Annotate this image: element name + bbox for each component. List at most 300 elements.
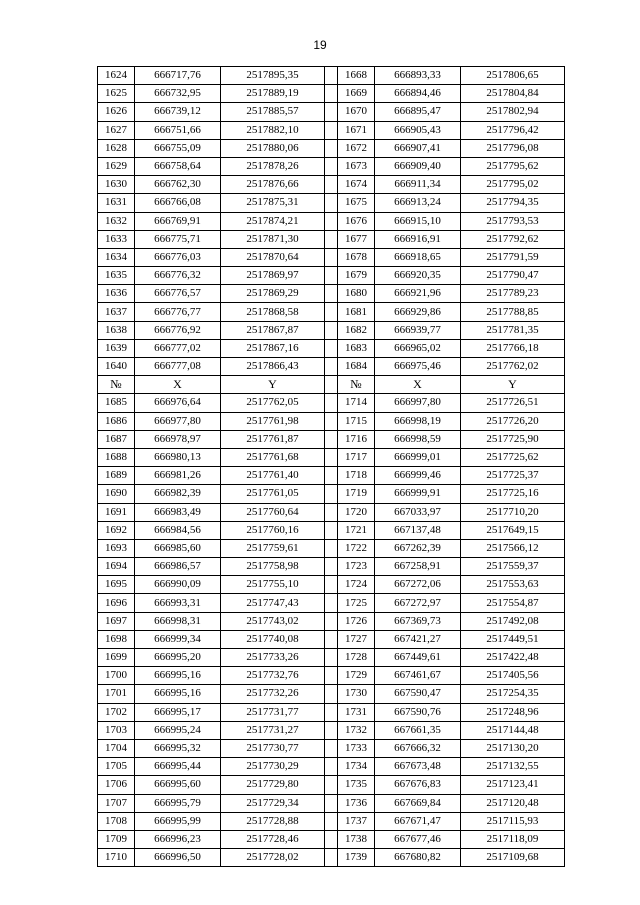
x-coordinate-cell: 667677,46 [375, 830, 461, 848]
column-gap [325, 448, 338, 466]
point-number-cell: 1674 [338, 176, 375, 194]
y-coordinate-cell: 2517761,68 [221, 448, 325, 466]
y-coordinate-cell: 2517728,46 [221, 830, 325, 848]
x-coordinate-cell: 666911,34 [375, 176, 461, 194]
point-number-cell: 1680 [338, 285, 375, 303]
y-coordinate-cell: 2517730,29 [221, 758, 325, 776]
table-row [98, 321, 565, 339]
point-number-cell: 1728 [338, 649, 375, 667]
table-row [98, 521, 565, 539]
point-number-cell: 1635 [98, 267, 135, 285]
table-row [98, 176, 565, 194]
y-coordinate-cell: 2517726,51 [461, 394, 565, 412]
point-number-cell: 1727 [338, 630, 375, 648]
column-gap [325, 412, 338, 430]
table-row [98, 430, 565, 448]
y-coordinate-cell: 2517869,97 [221, 267, 325, 285]
point-number-cell: 1737 [338, 812, 375, 830]
point-number-cell: 1681 [338, 303, 375, 321]
y-coordinate-cell: 2517492,08 [461, 612, 565, 630]
y-coordinate-cell: 2517115,93 [461, 812, 565, 830]
column-gap [325, 503, 338, 521]
x-coordinate-cell: 666985,60 [135, 539, 221, 557]
point-number-cell: 1626 [98, 103, 135, 121]
point-number-cell: 1726 [338, 612, 375, 630]
x-coordinate-cell: 666998,31 [135, 612, 221, 630]
y-coordinate-cell: 2517761,87 [221, 430, 325, 448]
table-row [98, 448, 565, 466]
y-coordinate-cell: 2517109,68 [461, 849, 565, 867]
x-coordinate-cell: 666999,46 [375, 467, 461, 485]
point-number-cell: 1724 [338, 576, 375, 594]
column-gap [325, 576, 338, 594]
x-coordinate-cell: 666776,92 [135, 321, 221, 339]
point-number-cell: 1688 [98, 448, 135, 466]
point-number-cell: 1707 [98, 794, 135, 812]
column-gap [325, 376, 338, 394]
point-number-cell: 1683 [338, 339, 375, 357]
y-coordinate-cell: 2517449,51 [461, 630, 565, 648]
table-row [98, 612, 565, 630]
y-coordinate-cell: 2517405,56 [461, 667, 565, 685]
table-row [98, 849, 565, 867]
table-row [98, 739, 565, 757]
x-coordinate-cell: 667258,91 [375, 558, 461, 576]
x-coordinate-cell: 666920,35 [375, 267, 461, 285]
column-gap [325, 521, 338, 539]
column-gap [325, 649, 338, 667]
table-row [98, 230, 565, 248]
x-coordinate-cell: 666769,91 [135, 212, 221, 230]
coordinates-table [97, 66, 565, 867]
point-number-cell: 1677 [338, 230, 375, 248]
point-number-cell: 1670 [338, 103, 375, 121]
x-coordinate-cell: 666995,16 [135, 667, 221, 685]
y-coordinate-cell: 2517874,21 [221, 212, 325, 230]
x-coordinate-cell: 666909,40 [375, 157, 461, 175]
table-row [98, 812, 565, 830]
point-number-cell: 1738 [338, 830, 375, 848]
table-row [98, 412, 565, 430]
point-number-cell: 1687 [98, 430, 135, 448]
table-row [98, 685, 565, 703]
x-coordinate-cell: 667449,61 [375, 649, 461, 667]
y-coordinate-cell: 2517869,29 [221, 285, 325, 303]
x-coordinate-cell: 666776,32 [135, 267, 221, 285]
point-number-cell: 1698 [98, 630, 135, 648]
point-number-cell: 1716 [338, 430, 375, 448]
table-row [98, 503, 565, 521]
x-coordinate-cell: 666995,20 [135, 649, 221, 667]
table-row [98, 830, 565, 848]
x-coordinate-cell: 666986,57 [135, 558, 221, 576]
point-number-cell: 1630 [98, 176, 135, 194]
y-coordinate-cell: 2517889,19 [221, 85, 325, 103]
y-coordinate-cell: 2517794,35 [461, 194, 565, 212]
table-row [98, 248, 565, 266]
point-number-cell: 1730 [338, 685, 375, 703]
column-gap [325, 176, 338, 194]
point-number-cell: 1679 [338, 267, 375, 285]
point-number-cell: 1692 [98, 521, 135, 539]
table-row [98, 776, 565, 794]
column-gap [325, 103, 338, 121]
column-gap [325, 157, 338, 175]
x-coordinate-cell: 666995,17 [135, 703, 221, 721]
x-coordinate-cell: 667033,97 [375, 503, 461, 521]
y-coordinate-cell: 2517792,62 [461, 230, 565, 248]
x-coordinate-cell: 666981,26 [135, 467, 221, 485]
column-gap [325, 685, 338, 703]
y-coordinate-cell: 2517710,20 [461, 503, 565, 521]
y-coordinate-cell: 2517554,87 [461, 594, 565, 612]
header-number-label: № [338, 376, 375, 394]
y-coordinate-cell: 2517806,65 [461, 67, 565, 85]
y-coordinate-cell: 2517885,57 [221, 103, 325, 121]
point-number-cell: 1719 [338, 485, 375, 503]
header-x-label: X [135, 376, 221, 394]
point-number-cell: 1703 [98, 721, 135, 739]
y-coordinate-cell: 2517793,53 [461, 212, 565, 230]
x-coordinate-cell: 667590,76 [375, 703, 461, 721]
y-coordinate-cell: 2517758,98 [221, 558, 325, 576]
table-row [98, 758, 565, 776]
point-number-cell: 1736 [338, 794, 375, 812]
column-gap [325, 267, 338, 285]
table-row [98, 103, 565, 121]
y-coordinate-cell: 2517733,26 [221, 649, 325, 667]
table-row [98, 630, 565, 648]
y-coordinate-cell: 2517880,06 [221, 139, 325, 157]
point-number-cell: 1624 [98, 67, 135, 85]
table-row [98, 558, 565, 576]
column-gap [325, 485, 338, 503]
x-coordinate-cell: 667673,48 [375, 758, 461, 776]
x-coordinate-cell: 666732,95 [135, 85, 221, 103]
x-coordinate-cell: 667461,67 [375, 667, 461, 685]
x-coordinate-cell: 666980,13 [135, 448, 221, 466]
y-coordinate-cell: 2517802,94 [461, 103, 565, 121]
x-coordinate-cell: 666977,80 [135, 412, 221, 430]
column-gap [325, 430, 338, 448]
y-coordinate-cell: 2517729,34 [221, 794, 325, 812]
point-number-cell: 1695 [98, 576, 135, 594]
table-row [98, 194, 565, 212]
y-coordinate-cell: 2517553,63 [461, 576, 565, 594]
x-coordinate-cell: 666978,97 [135, 430, 221, 448]
point-number-cell: 1668 [338, 67, 375, 85]
point-number-cell: 1701 [98, 685, 135, 703]
x-coordinate-cell: 667666,32 [375, 739, 461, 757]
column-gap [325, 339, 338, 357]
column-gap [325, 849, 338, 867]
point-number-cell: 1684 [338, 358, 375, 376]
y-coordinate-cell: 2517867,87 [221, 321, 325, 339]
y-coordinate-cell: 2517123,41 [461, 776, 565, 794]
x-coordinate-cell: 666776,57 [135, 285, 221, 303]
column-gap [325, 539, 338, 557]
point-number-cell: 1678 [338, 248, 375, 266]
point-number-cell: 1627 [98, 121, 135, 139]
table-row [98, 67, 565, 85]
column-gap [325, 212, 338, 230]
x-coordinate-cell: 666929,86 [375, 303, 461, 321]
y-coordinate-cell: 2517728,88 [221, 812, 325, 830]
table-row [98, 703, 565, 721]
column-gap [325, 194, 338, 212]
x-coordinate-cell: 666998,19 [375, 412, 461, 430]
point-number-cell: 1632 [98, 212, 135, 230]
column-gap [325, 758, 338, 776]
x-coordinate-cell: 666776,03 [135, 248, 221, 266]
x-coordinate-cell: 666995,99 [135, 812, 221, 830]
table-header-row [98, 376, 565, 394]
x-coordinate-cell: 666905,43 [375, 121, 461, 139]
y-coordinate-cell: 2517790,47 [461, 267, 565, 285]
point-number-cell: 1676 [338, 212, 375, 230]
y-coordinate-cell: 2517761,98 [221, 412, 325, 430]
point-number-cell: 1682 [338, 321, 375, 339]
y-coordinate-cell: 2517566,12 [461, 539, 565, 557]
x-coordinate-cell: 667661,35 [375, 721, 461, 739]
point-number-cell: 1697 [98, 612, 135, 630]
point-number-cell: 1714 [338, 394, 375, 412]
y-coordinate-cell: 2517559,37 [461, 558, 565, 576]
point-number-cell: 1672 [338, 139, 375, 157]
x-coordinate-cell: 666776,77 [135, 303, 221, 321]
column-gap [325, 721, 338, 739]
header-y-label: Y [221, 376, 325, 394]
point-number-cell: 1733 [338, 739, 375, 757]
y-coordinate-cell: 2517878,26 [221, 157, 325, 175]
table-row [98, 794, 565, 812]
x-coordinate-cell: 666993,31 [135, 594, 221, 612]
y-coordinate-cell: 2517766,18 [461, 339, 565, 357]
x-coordinate-cell: 667137,48 [375, 521, 461, 539]
y-coordinate-cell: 2517876,66 [221, 176, 325, 194]
y-coordinate-cell: 2517254,35 [461, 685, 565, 703]
point-number-cell: 1686 [98, 412, 135, 430]
column-gap [325, 358, 338, 376]
x-coordinate-cell: 666717,76 [135, 67, 221, 85]
y-coordinate-cell: 2517895,35 [221, 67, 325, 85]
column-gap [325, 594, 338, 612]
y-coordinate-cell: 2517740,08 [221, 630, 325, 648]
y-coordinate-cell: 2517866,43 [221, 358, 325, 376]
column-gap [325, 230, 338, 248]
table-row [98, 285, 565, 303]
point-number-cell: 1725 [338, 594, 375, 612]
y-coordinate-cell: 2517726,20 [461, 412, 565, 430]
point-number-cell: 1739 [338, 849, 375, 867]
x-coordinate-cell: 667671,47 [375, 812, 461, 830]
y-coordinate-cell: 2517118,09 [461, 830, 565, 848]
y-coordinate-cell: 2517875,31 [221, 194, 325, 212]
x-coordinate-cell: 666766,08 [135, 194, 221, 212]
x-coordinate-cell: 667262,39 [375, 539, 461, 557]
column-gap [325, 794, 338, 812]
x-coordinate-cell: 666996,50 [135, 849, 221, 867]
x-coordinate-cell: 666758,64 [135, 157, 221, 175]
y-coordinate-cell: 2517760,64 [221, 503, 325, 521]
x-coordinate-cell: 666999,34 [135, 630, 221, 648]
x-coordinate-cell: 666893,33 [375, 67, 461, 85]
point-number-cell: 1636 [98, 285, 135, 303]
y-coordinate-cell: 2517796,08 [461, 139, 565, 157]
point-number-cell: 1638 [98, 321, 135, 339]
point-number-cell: 1734 [338, 758, 375, 776]
y-coordinate-cell: 2517725,62 [461, 448, 565, 466]
column-gap [325, 67, 338, 85]
column-gap [325, 303, 338, 321]
point-number-cell: 1675 [338, 194, 375, 212]
point-number-cell: 1633 [98, 230, 135, 248]
x-coordinate-cell: 666916,91 [375, 230, 461, 248]
column-gap [325, 703, 338, 721]
y-coordinate-cell: 2517130,20 [461, 739, 565, 757]
x-coordinate-cell: 666739,12 [135, 103, 221, 121]
y-coordinate-cell: 2517762,05 [221, 394, 325, 412]
y-coordinate-cell: 2517795,02 [461, 176, 565, 194]
x-coordinate-cell: 666984,56 [135, 521, 221, 539]
point-number-cell: 1702 [98, 703, 135, 721]
point-number-cell: 1709 [98, 830, 135, 848]
x-coordinate-cell: 667590,47 [375, 685, 461, 703]
point-number-cell: 1718 [338, 467, 375, 485]
point-number-cell: 1715 [338, 412, 375, 430]
y-coordinate-cell: 2517871,30 [221, 230, 325, 248]
point-number-cell: 1721 [338, 521, 375, 539]
table-row [98, 594, 565, 612]
table-row [98, 358, 565, 376]
y-coordinate-cell: 2517725,16 [461, 485, 565, 503]
x-coordinate-cell: 667272,06 [375, 576, 461, 594]
point-number-cell: 1691 [98, 503, 135, 521]
x-coordinate-cell: 666997,80 [375, 394, 461, 412]
column-gap [325, 667, 338, 685]
y-coordinate-cell: 2517120,48 [461, 794, 565, 812]
point-number-cell: 1710 [98, 849, 135, 867]
x-coordinate-cell: 666965,02 [375, 339, 461, 357]
point-number-cell: 1720 [338, 503, 375, 521]
column-gap [325, 248, 338, 266]
y-coordinate-cell: 2517649,15 [461, 521, 565, 539]
point-number-cell: 1706 [98, 776, 135, 794]
column-gap [325, 285, 338, 303]
x-coordinate-cell: 666913,24 [375, 194, 461, 212]
x-coordinate-cell: 666775,71 [135, 230, 221, 248]
column-gap [325, 121, 338, 139]
y-coordinate-cell: 2517882,10 [221, 121, 325, 139]
point-number-cell: 1708 [98, 812, 135, 830]
header-x-label: X [375, 376, 461, 394]
y-coordinate-cell: 2517728,02 [221, 849, 325, 867]
y-coordinate-cell: 2517743,02 [221, 612, 325, 630]
point-number-cell: 1690 [98, 485, 135, 503]
column-gap [325, 558, 338, 576]
column-gap [325, 739, 338, 757]
point-number-cell: 1631 [98, 194, 135, 212]
y-coordinate-cell: 2517789,23 [461, 285, 565, 303]
y-coordinate-cell: 2517132,55 [461, 758, 565, 776]
x-coordinate-cell: 667421,27 [375, 630, 461, 648]
y-coordinate-cell: 2517731,27 [221, 721, 325, 739]
y-coordinate-cell: 2517791,59 [461, 248, 565, 266]
y-coordinate-cell: 2517422,48 [461, 649, 565, 667]
y-coordinate-cell: 2517732,26 [221, 685, 325, 703]
x-coordinate-cell: 666777,08 [135, 358, 221, 376]
x-coordinate-cell: 666895,47 [375, 103, 461, 121]
x-coordinate-cell: 666894,46 [375, 85, 461, 103]
column-gap [325, 394, 338, 412]
page-number: 19 [313, 38, 327, 52]
x-coordinate-cell: 666918,65 [375, 248, 461, 266]
y-coordinate-cell: 2517795,62 [461, 157, 565, 175]
point-number-cell: 1625 [98, 85, 135, 103]
x-coordinate-cell: 666995,44 [135, 758, 221, 776]
point-number-cell: 1704 [98, 739, 135, 757]
point-number-cell: 1729 [338, 667, 375, 685]
x-coordinate-cell: 666907,41 [375, 139, 461, 157]
table-row [98, 139, 565, 157]
table-row [98, 576, 565, 594]
point-number-cell: 1669 [338, 85, 375, 103]
x-coordinate-cell: 666995,79 [135, 794, 221, 812]
x-coordinate-cell: 667676,83 [375, 776, 461, 794]
y-coordinate-cell: 2517796,42 [461, 121, 565, 139]
x-coordinate-cell: 666976,64 [135, 394, 221, 412]
point-number-cell: 1696 [98, 594, 135, 612]
x-coordinate-cell: 666921,96 [375, 285, 461, 303]
coordinates-table-body [98, 67, 565, 867]
y-coordinate-cell: 2517755,10 [221, 576, 325, 594]
x-coordinate-cell: 667669,84 [375, 794, 461, 812]
point-number-cell: 1694 [98, 558, 135, 576]
y-coordinate-cell: 2517725,37 [461, 467, 565, 485]
y-coordinate-cell: 2517868,58 [221, 303, 325, 321]
table-row [98, 485, 565, 503]
table-row [98, 649, 565, 667]
x-coordinate-cell: 666982,39 [135, 485, 221, 503]
point-number-cell: 1731 [338, 703, 375, 721]
table-row [98, 339, 565, 357]
column-gap [325, 612, 338, 630]
table-row [98, 121, 565, 139]
table-row [98, 157, 565, 175]
x-coordinate-cell: 666995,16 [135, 685, 221, 703]
column-gap [325, 630, 338, 648]
x-coordinate-cell: 666990,09 [135, 576, 221, 594]
y-coordinate-cell: 2517867,16 [221, 339, 325, 357]
y-coordinate-cell: 2517729,80 [221, 776, 325, 794]
point-number-cell: 1693 [98, 539, 135, 557]
header-y-label: Y [461, 376, 565, 394]
table-row [98, 467, 565, 485]
column-gap [325, 139, 338, 157]
point-number-cell: 1637 [98, 303, 135, 321]
point-number-cell: 1639 [98, 339, 135, 357]
column-gap [325, 776, 338, 794]
y-coordinate-cell: 2517804,84 [461, 85, 565, 103]
table-row [98, 539, 565, 557]
point-number-cell: 1723 [338, 558, 375, 576]
point-number-cell: 1671 [338, 121, 375, 139]
point-number-cell: 1700 [98, 667, 135, 685]
point-number-cell: 1628 [98, 139, 135, 157]
x-coordinate-cell: 666975,46 [375, 358, 461, 376]
x-coordinate-cell: 666995,32 [135, 739, 221, 757]
column-gap [325, 812, 338, 830]
